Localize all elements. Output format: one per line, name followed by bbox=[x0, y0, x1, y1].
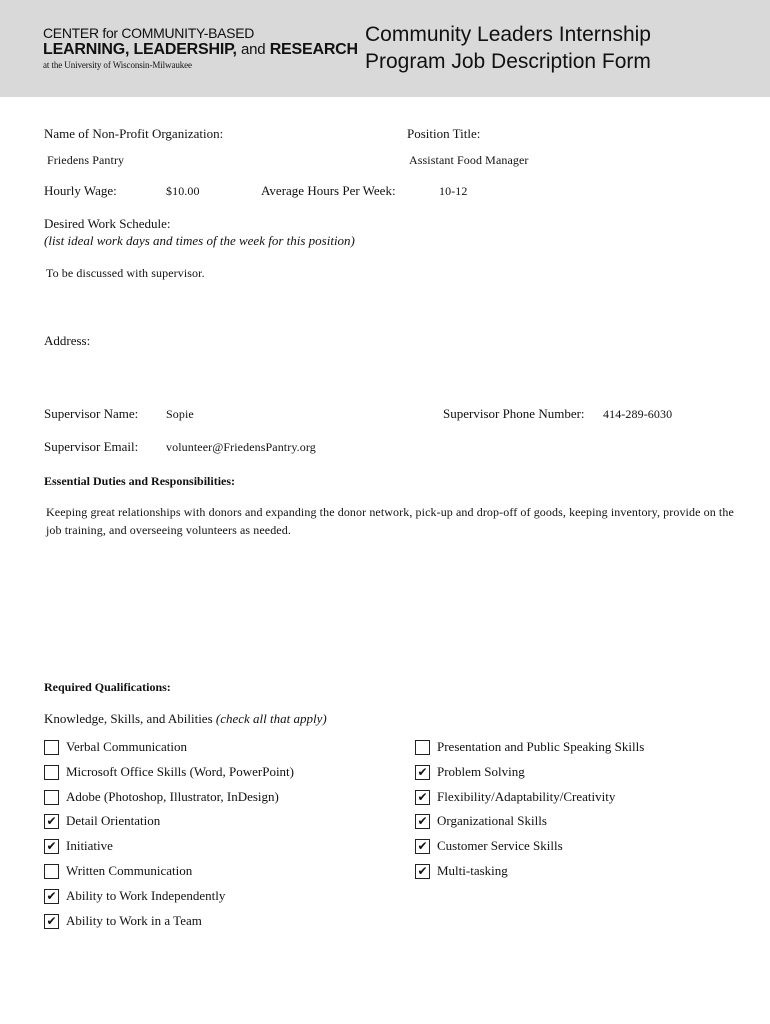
hours-per-week-label: Average Hours Per Week: bbox=[261, 183, 396, 198]
supervisor-name-value[interactable]: Sopie bbox=[166, 407, 194, 421]
supervisor-email-value[interactable]: volunteer@FriedensPantry.org bbox=[166, 440, 316, 454]
skill-label: Organizational Skills bbox=[437, 813, 547, 829]
org-name-label: Name of Non-Profit Organization: bbox=[44, 126, 224, 141]
logo-line-2: LEARNING, LEADERSHIP, and RESEARCH bbox=[43, 41, 358, 58]
checkbox-unchecked[interactable] bbox=[44, 765, 59, 780]
checkbox-checked[interactable]: ✔ bbox=[415, 790, 430, 805]
checkbox-unchecked[interactable] bbox=[44, 864, 59, 879]
skill-label: Microsoft Office Skills (Word, PowerPoint) bbox=[66, 763, 294, 779]
form-title-line-2: Program Job Description Form bbox=[365, 50, 651, 73]
position-title-value[interactable]: Assistant Food Manager bbox=[409, 153, 529, 167]
hourly-wage-label: Hourly Wage: bbox=[44, 183, 117, 198]
skill-label: Detail Orientation bbox=[66, 813, 161, 829]
checkbox-checked[interactable]: ✔ bbox=[44, 814, 59, 829]
address-label: Address: bbox=[44, 333, 91, 348]
skill-label: Verbal Communication bbox=[66, 739, 187, 754]
supervisor-phone-value[interactable]: 414-289-6030 bbox=[603, 407, 673, 421]
ksa-label: Knowledge, Skills, and Abilities (check all that apply) bbox=[44, 711, 327, 726]
work-schedule-hint: (list ideal work days and times of the week for this position) bbox=[44, 233, 355, 248]
skill-label: Written Communication bbox=[66, 863, 193, 878]
supervisor-phone-label: Supervisor Phone Number: bbox=[443, 406, 585, 421]
checkbox-checked[interactable]: ✔ bbox=[415, 864, 430, 879]
skill-label: Ability to Work Independently bbox=[66, 887, 226, 903]
checkbox-checked[interactable]: ✔ bbox=[415, 765, 430, 780]
checkbox-unchecked[interactable] bbox=[415, 740, 430, 755]
logo-line-3: at the University of Wisconsin-Milwaukee bbox=[43, 60, 192, 70]
work-schedule-value[interactable]: To be discussed with supervisor. bbox=[46, 266, 205, 280]
checkbox-unchecked[interactable] bbox=[44, 740, 59, 755]
form-title bbox=[365, 21, 765, 75]
skill-label: Initiative bbox=[66, 838, 113, 854]
skill-label: Multi-tasking bbox=[437, 863, 508, 878]
checkbox-unchecked[interactable] bbox=[44, 790, 59, 805]
skill-label: Flexibility/Adaptability/Creativity bbox=[437, 788, 616, 804]
position-title-label: Position Title: bbox=[407, 126, 481, 141]
skill-label: Problem Solving bbox=[437, 763, 525, 779]
checkbox-checked[interactable]: ✔ bbox=[44, 914, 59, 929]
work-schedule-label: Desired Work Schedule: bbox=[44, 216, 171, 231]
skill-label: Adobe (Photoshop, Illustrator, InDesign) bbox=[66, 788, 279, 804]
org-name-value[interactable]: Friedens Pantry bbox=[47, 153, 125, 167]
checkbox-checked[interactable]: ✔ bbox=[415, 839, 430, 854]
hourly-wage-value[interactable]: $10.00 bbox=[166, 184, 200, 198]
organization-logo bbox=[43, 25, 358, 71]
duties-heading: Essential Duties and Responsibilities: bbox=[44, 474, 236, 488]
qualifications-heading: Required Qualifications: bbox=[44, 680, 171, 694]
supervisor-name-label: Supervisor Name: bbox=[44, 406, 139, 421]
skill-label: Customer Service Skills bbox=[437, 838, 563, 854]
skill-label: Ability to Work in a Team bbox=[66, 912, 202, 928]
duties-value[interactable]: Keeping great relationships with donors and expanding the donor network, pick-up and drop-off of goods, keeping inventory, provide on the job training, and overseeing volunteers as needed. bbox=[46, 505, 734, 537]
supervisor-email-label: Supervisor Email: bbox=[44, 439, 139, 454]
skill-label: Presentation and Public Speaking Skills bbox=[437, 739, 645, 754]
checkbox-checked[interactable]: ✔ bbox=[44, 839, 59, 854]
form-title-line-1: Community Leaders Internship bbox=[365, 23, 651, 46]
checkbox-checked[interactable]: ✔ bbox=[415, 814, 430, 829]
hours-per-week-value[interactable]: 10-12 bbox=[439, 184, 468, 198]
form-header bbox=[0, 0, 770, 97]
checkbox-checked[interactable]: ✔ bbox=[44, 889, 59, 904]
logo-line-1: CENTER for COMMUNITY-BASED bbox=[43, 25, 255, 41]
